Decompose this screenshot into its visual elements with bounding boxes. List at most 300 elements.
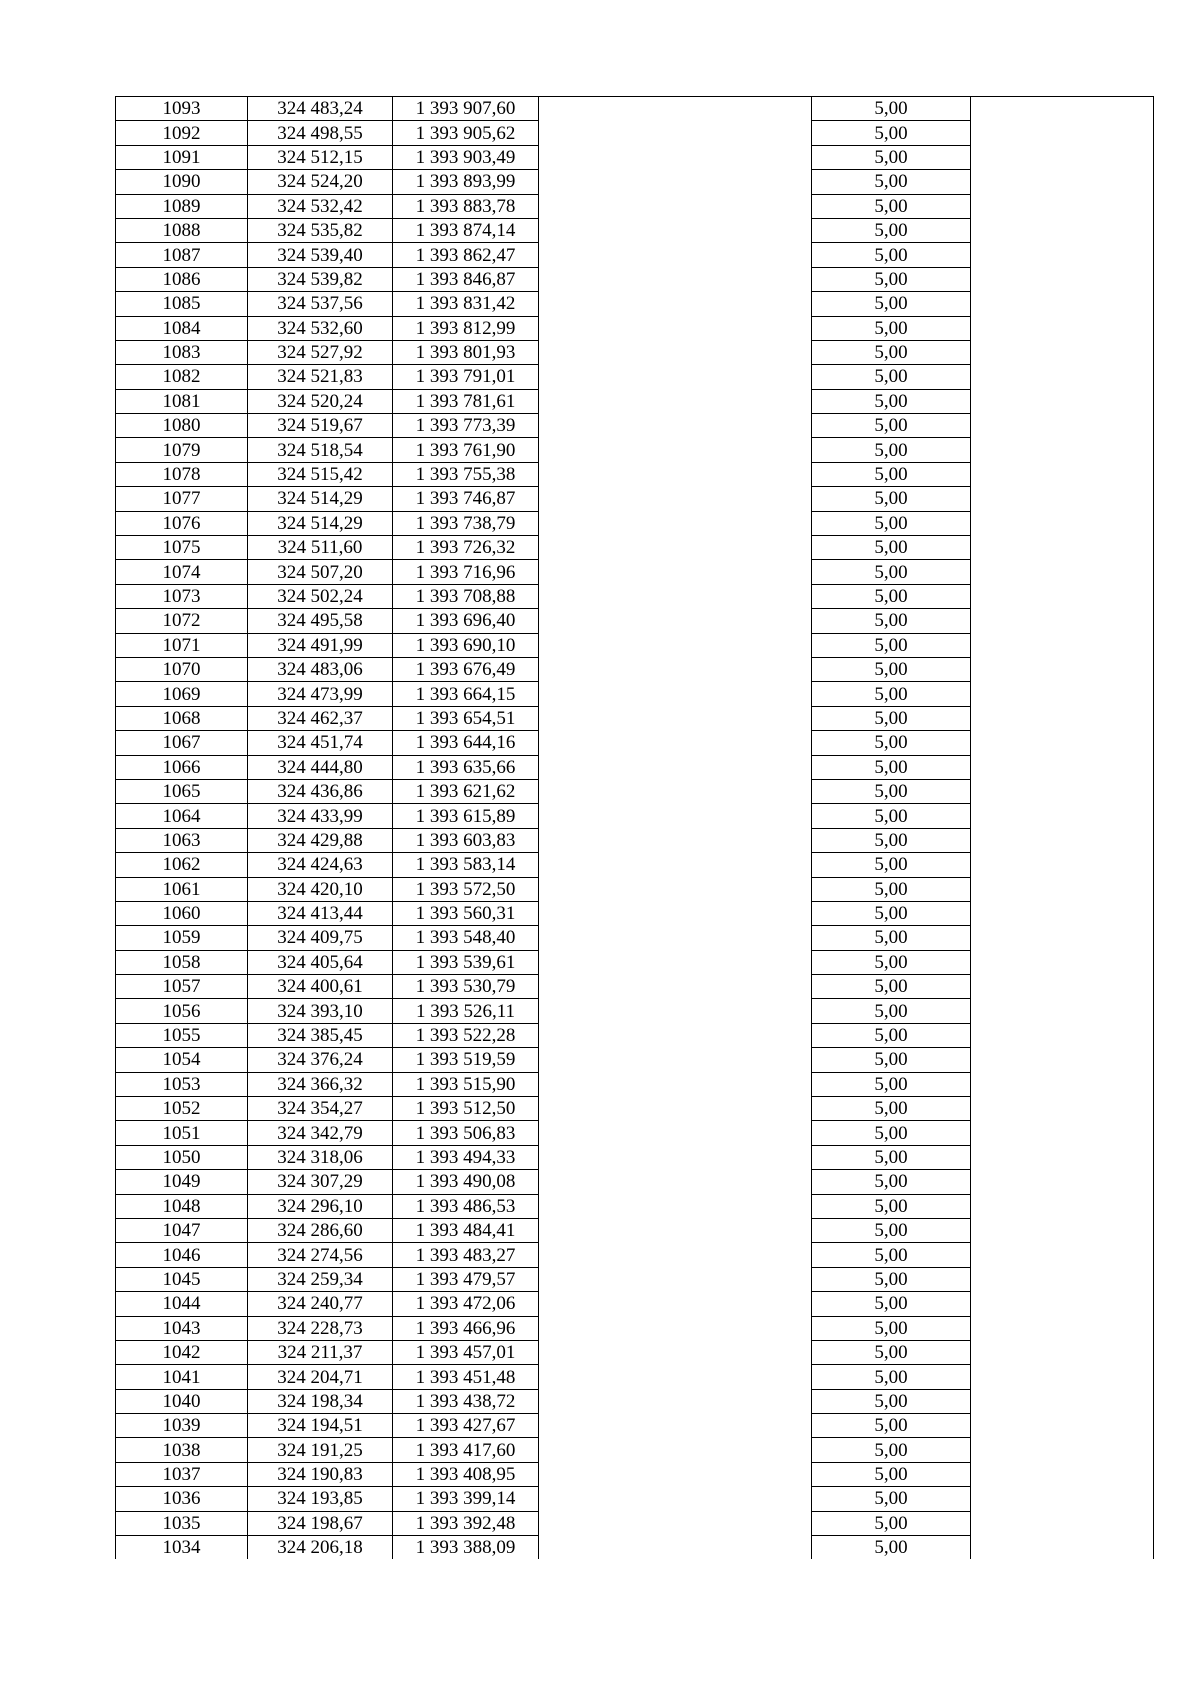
point-number-cell: 1037 [116, 1462, 248, 1486]
point-number-cell: 1036 [116, 1487, 248, 1511]
accuracy-cell: 5,00 [812, 97, 971, 121]
x-coordinate-cell: 324 521,83 [248, 365, 393, 389]
point-number-cell: 1092 [116, 121, 248, 145]
blank-cell [971, 853, 1154, 877]
blank-cell [539, 340, 812, 364]
point-number-cell: 1082 [116, 365, 248, 389]
accuracy-cell: 5,00 [812, 1511, 971, 1535]
table-row [116, 1365, 1154, 1389]
blank-cell [971, 316, 1154, 340]
point-number-cell: 1053 [116, 1072, 248, 1096]
y-coordinate-cell: 1 393 746,87 [393, 487, 539, 511]
table-row [116, 950, 1154, 974]
blank-cell [971, 1487, 1154, 1511]
accuracy-cell: 5,00 [812, 170, 971, 194]
accuracy-cell: 5,00 [812, 121, 971, 145]
blank-cell [971, 926, 1154, 950]
x-coordinate-cell: 324 296,10 [248, 1194, 393, 1218]
blank-cell [539, 609, 812, 633]
blank-cell [971, 1097, 1154, 1121]
table-row [116, 609, 1154, 633]
table-row [116, 828, 1154, 852]
y-coordinate-cell: 1 393 874,14 [393, 218, 539, 242]
blank-cell [971, 1340, 1154, 1364]
table-row [116, 1414, 1154, 1438]
accuracy-cell: 5,00 [812, 1462, 971, 1486]
y-coordinate-cell: 1 393 583,14 [393, 853, 539, 877]
blank-cell [539, 1365, 812, 1389]
blank-cell [539, 755, 812, 779]
point-number-cell: 1038 [116, 1438, 248, 1462]
point-number-cell: 1087 [116, 243, 248, 267]
blank-cell [971, 511, 1154, 535]
blank-cell [971, 292, 1154, 316]
blank-cell [971, 999, 1154, 1023]
point-number-cell: 1072 [116, 609, 248, 633]
y-coordinate-cell: 1 393 560,31 [393, 901, 539, 925]
blank-cell [971, 633, 1154, 657]
accuracy-cell: 5,00 [812, 1389, 971, 1413]
x-coordinate-cell: 324 405,64 [248, 950, 393, 974]
table-row [116, 1048, 1154, 1072]
point-number-cell: 1048 [116, 1194, 248, 1218]
blank-cell [971, 414, 1154, 438]
table-row [116, 560, 1154, 584]
x-coordinate-cell: 324 515,42 [248, 462, 393, 486]
y-coordinate-cell: 1 393 791,01 [393, 365, 539, 389]
y-coordinate-cell: 1 393 664,15 [393, 682, 539, 706]
point-number-cell: 1052 [116, 1097, 248, 1121]
y-coordinate-cell: 1 393 417,60 [393, 1438, 539, 1462]
accuracy-cell: 5,00 [812, 1048, 971, 1072]
blank-cell [539, 633, 812, 657]
point-number-cell: 1089 [116, 194, 248, 218]
y-coordinate-cell: 1 393 907,60 [393, 97, 539, 121]
point-number-cell: 1091 [116, 145, 248, 169]
table-row [116, 1023, 1154, 1047]
accuracy-cell: 5,00 [812, 1243, 971, 1267]
blank-cell [971, 584, 1154, 608]
y-coordinate-cell: 1 393 451,48 [393, 1365, 539, 1389]
accuracy-cell: 5,00 [812, 950, 971, 974]
blank-cell [971, 1511, 1154, 1535]
x-coordinate-cell: 324 385,45 [248, 1023, 393, 1047]
accuracy-cell: 5,00 [812, 657, 971, 681]
point-number-cell: 1041 [116, 1365, 248, 1389]
table-row [116, 1243, 1154, 1267]
point-number-cell: 1085 [116, 292, 248, 316]
blank-cell [539, 584, 812, 608]
accuracy-cell: 5,00 [812, 1267, 971, 1291]
x-coordinate-cell: 324 190,83 [248, 1462, 393, 1486]
point-number-cell: 1047 [116, 1218, 248, 1242]
point-number-cell: 1088 [116, 218, 248, 242]
x-coordinate-cell: 324 539,40 [248, 243, 393, 267]
table-row [116, 755, 1154, 779]
y-coordinate-cell: 1 393 408,95 [393, 1462, 539, 1486]
point-number-cell: 1056 [116, 999, 248, 1023]
table-row [116, 1536, 1154, 1560]
blank-cell [971, 218, 1154, 242]
accuracy-cell: 5,00 [812, 511, 971, 535]
blank-cell [971, 804, 1154, 828]
accuracy-cell: 5,00 [812, 1218, 971, 1242]
point-number-cell: 1046 [116, 1243, 248, 1267]
x-coordinate-cell: 324 376,24 [248, 1048, 393, 1072]
blank-cell [971, 731, 1154, 755]
table-row [116, 1511, 1154, 1535]
x-coordinate-cell: 324 433,99 [248, 804, 393, 828]
blank-cell [539, 1267, 812, 1291]
blank-cell [539, 877, 812, 901]
point-number-cell: 1071 [116, 633, 248, 657]
accuracy-cell: 5,00 [812, 487, 971, 511]
point-number-cell: 1057 [116, 975, 248, 999]
table-row [116, 1316, 1154, 1340]
x-coordinate-cell: 324 307,29 [248, 1170, 393, 1194]
blank-cell [539, 97, 812, 121]
y-coordinate-cell: 1 393 522,28 [393, 1023, 539, 1047]
y-coordinate-cell: 1 393 472,06 [393, 1292, 539, 1316]
x-coordinate-cell: 324 507,20 [248, 560, 393, 584]
accuracy-cell: 5,00 [812, 438, 971, 462]
x-coordinate-cell: 324 511,60 [248, 536, 393, 560]
table-row [116, 731, 1154, 755]
table-row [116, 243, 1154, 267]
accuracy-cell: 5,00 [812, 633, 971, 657]
point-number-cell: 1055 [116, 1023, 248, 1047]
point-number-cell: 1093 [116, 97, 248, 121]
coordinates-table-body [116, 97, 1154, 1560]
point-number-cell: 1066 [116, 755, 248, 779]
point-number-cell: 1062 [116, 853, 248, 877]
x-coordinate-cell: 324 198,34 [248, 1389, 393, 1413]
blank-cell [971, 828, 1154, 852]
x-coordinate-cell: 324 342,79 [248, 1121, 393, 1145]
accuracy-cell: 5,00 [812, 1292, 971, 1316]
point-number-cell: 1076 [116, 511, 248, 535]
blank-cell [539, 1121, 812, 1145]
x-coordinate-cell: 324 527,92 [248, 340, 393, 364]
blank-cell [971, 462, 1154, 486]
y-coordinate-cell: 1 393 512,50 [393, 1097, 539, 1121]
accuracy-cell: 5,00 [812, 218, 971, 242]
table-row [116, 999, 1154, 1023]
point-number-cell: 1060 [116, 901, 248, 925]
blank-cell [539, 706, 812, 730]
blank-cell [539, 950, 812, 974]
blank-cell [539, 487, 812, 511]
x-coordinate-cell: 324 354,27 [248, 1097, 393, 1121]
y-coordinate-cell: 1 393 761,90 [393, 438, 539, 462]
accuracy-cell: 5,00 [812, 975, 971, 999]
table-row [116, 365, 1154, 389]
blank-cell [539, 1170, 812, 1194]
table-row [116, 414, 1154, 438]
blank-cell [539, 218, 812, 242]
x-coordinate-cell: 324 259,34 [248, 1267, 393, 1291]
blank-cell [539, 779, 812, 803]
y-coordinate-cell: 1 393 708,88 [393, 584, 539, 608]
x-coordinate-cell: 324 512,15 [248, 145, 393, 169]
point-number-cell: 1069 [116, 682, 248, 706]
point-number-cell: 1073 [116, 584, 248, 608]
accuracy-cell: 5,00 [812, 389, 971, 413]
y-coordinate-cell: 1 393 388,09 [393, 1536, 539, 1560]
blank-cell [971, 1072, 1154, 1096]
table-row [116, 706, 1154, 730]
table-row [116, 1194, 1154, 1218]
blank-cell [539, 1048, 812, 1072]
x-coordinate-cell: 324 514,29 [248, 511, 393, 535]
point-number-cell: 1058 [116, 950, 248, 974]
x-coordinate-cell: 324 444,80 [248, 755, 393, 779]
blank-cell [539, 999, 812, 1023]
y-coordinate-cell: 1 393 644,16 [393, 731, 539, 755]
point-number-cell: 1090 [116, 170, 248, 194]
table-row [116, 877, 1154, 901]
y-coordinate-cell: 1 393 635,66 [393, 755, 539, 779]
blank-cell [539, 145, 812, 169]
blank-cell [539, 1145, 812, 1169]
accuracy-cell: 5,00 [812, 560, 971, 584]
blank-cell [539, 462, 812, 486]
x-coordinate-cell: 324 519,67 [248, 414, 393, 438]
x-coordinate-cell: 324 473,99 [248, 682, 393, 706]
table-row [116, 975, 1154, 999]
y-coordinate-cell: 1 393 690,10 [393, 633, 539, 657]
y-coordinate-cell: 1 393 621,62 [393, 779, 539, 803]
x-coordinate-cell: 324 539,82 [248, 267, 393, 291]
table-row [116, 1340, 1154, 1364]
accuracy-cell: 5,00 [812, 779, 971, 803]
x-coordinate-cell: 324 537,56 [248, 292, 393, 316]
x-coordinate-cell: 324 198,67 [248, 1511, 393, 1535]
accuracy-cell: 5,00 [812, 804, 971, 828]
accuracy-cell: 5,00 [812, 1414, 971, 1438]
y-coordinate-cell: 1 393 466,96 [393, 1316, 539, 1340]
blank-cell [539, 560, 812, 584]
table-row [116, 1292, 1154, 1316]
point-number-cell: 1051 [116, 1121, 248, 1145]
accuracy-cell: 5,00 [812, 706, 971, 730]
table-row [116, 853, 1154, 877]
blank-cell [971, 1243, 1154, 1267]
x-coordinate-cell: 324 424,63 [248, 853, 393, 877]
x-coordinate-cell: 324 193,85 [248, 1487, 393, 1511]
blank-cell [539, 292, 812, 316]
point-number-cell: 1054 [116, 1048, 248, 1072]
accuracy-cell: 5,00 [812, 1536, 971, 1560]
blank-cell [539, 1438, 812, 1462]
x-coordinate-cell: 324 532,60 [248, 316, 393, 340]
table-row [116, 97, 1154, 121]
blank-cell [539, 1487, 812, 1511]
x-coordinate-cell: 324 400,61 [248, 975, 393, 999]
accuracy-cell: 5,00 [812, 1438, 971, 1462]
x-coordinate-cell: 324 366,32 [248, 1072, 393, 1096]
blank-cell [971, 1292, 1154, 1316]
point-number-cell: 1067 [116, 731, 248, 755]
blank-cell [971, 121, 1154, 145]
blank-cell [971, 975, 1154, 999]
blank-cell [539, 901, 812, 925]
blank-cell [971, 1462, 1154, 1486]
blank-cell [971, 1023, 1154, 1047]
x-coordinate-cell: 324 413,44 [248, 901, 393, 925]
y-coordinate-cell: 1 393 862,47 [393, 243, 539, 267]
blank-cell [971, 779, 1154, 803]
x-coordinate-cell: 324 206,18 [248, 1536, 393, 1560]
accuracy-cell: 5,00 [812, 609, 971, 633]
point-number-cell: 1084 [116, 316, 248, 340]
blank-cell [539, 682, 812, 706]
blank-cell [539, 1316, 812, 1340]
blank-cell [971, 1267, 1154, 1291]
accuracy-cell: 5,00 [812, 243, 971, 267]
blank-cell [971, 1536, 1154, 1560]
x-coordinate-cell: 324 462,37 [248, 706, 393, 730]
x-coordinate-cell: 324 286,60 [248, 1218, 393, 1242]
accuracy-cell: 5,00 [812, 536, 971, 560]
x-coordinate-cell: 324 483,24 [248, 97, 393, 121]
blank-cell [539, 1072, 812, 1096]
blank-cell [971, 536, 1154, 560]
accuracy-cell: 5,00 [812, 1194, 971, 1218]
accuracy-cell: 5,00 [812, 877, 971, 901]
y-coordinate-cell: 1 393 726,32 [393, 536, 539, 560]
point-number-cell: 1061 [116, 877, 248, 901]
table-row [116, 462, 1154, 486]
table-row [116, 1072, 1154, 1096]
y-coordinate-cell: 1 393 903,49 [393, 145, 539, 169]
y-coordinate-cell: 1 393 506,83 [393, 1121, 539, 1145]
table-row [116, 389, 1154, 413]
blank-cell [539, 1389, 812, 1413]
blank-cell [971, 145, 1154, 169]
blank-cell [971, 1145, 1154, 1169]
point-number-cell: 1079 [116, 438, 248, 462]
table-row [116, 1438, 1154, 1462]
point-number-cell: 1077 [116, 487, 248, 511]
x-coordinate-cell: 324 491,99 [248, 633, 393, 657]
blank-cell [971, 901, 1154, 925]
blank-cell [971, 560, 1154, 584]
y-coordinate-cell: 1 393 494,33 [393, 1145, 539, 1169]
table-row [116, 121, 1154, 145]
accuracy-cell: 5,00 [812, 340, 971, 364]
table-row [116, 194, 1154, 218]
blank-cell [971, 438, 1154, 462]
point-number-cell: 1040 [116, 1389, 248, 1413]
table-row [116, 1462, 1154, 1486]
x-coordinate-cell: 324 191,25 [248, 1438, 393, 1462]
y-coordinate-cell: 1 393 738,79 [393, 511, 539, 535]
y-coordinate-cell: 1 393 483,27 [393, 1243, 539, 1267]
point-number-cell: 1039 [116, 1414, 248, 1438]
accuracy-cell: 5,00 [812, 1170, 971, 1194]
x-coordinate-cell: 324 532,42 [248, 194, 393, 218]
accuracy-cell: 5,00 [812, 682, 971, 706]
table-row [116, 1145, 1154, 1169]
blank-cell [971, 267, 1154, 291]
y-coordinate-cell: 1 393 812,99 [393, 316, 539, 340]
blank-cell [539, 170, 812, 194]
x-coordinate-cell: 324 420,10 [248, 877, 393, 901]
accuracy-cell: 5,00 [812, 853, 971, 877]
x-coordinate-cell: 324 495,58 [248, 609, 393, 633]
blank-cell [539, 1340, 812, 1364]
accuracy-cell: 5,00 [812, 292, 971, 316]
blank-cell [539, 731, 812, 755]
point-number-cell: 1063 [116, 828, 248, 852]
table-row [116, 145, 1154, 169]
blank-cell [971, 389, 1154, 413]
table-row [116, 487, 1154, 511]
y-coordinate-cell: 1 393 392,48 [393, 1511, 539, 1535]
y-coordinate-cell: 1 393 801,93 [393, 340, 539, 364]
blank-cell [539, 1023, 812, 1047]
table-row [116, 1218, 1154, 1242]
y-coordinate-cell: 1 393 526,11 [393, 999, 539, 1023]
accuracy-cell: 5,00 [812, 1365, 971, 1389]
point-number-cell: 1045 [116, 1267, 248, 1291]
x-coordinate-cell: 324 409,75 [248, 926, 393, 950]
accuracy-cell: 5,00 [812, 755, 971, 779]
point-number-cell: 1042 [116, 1340, 248, 1364]
table-row [116, 1097, 1154, 1121]
x-coordinate-cell: 324 514,29 [248, 487, 393, 511]
x-coordinate-cell: 324 204,71 [248, 1365, 393, 1389]
table-row [116, 657, 1154, 681]
accuracy-cell: 5,00 [812, 414, 971, 438]
blank-cell [539, 1414, 812, 1438]
x-coordinate-cell: 324 524,20 [248, 170, 393, 194]
table-row [116, 926, 1154, 950]
accuracy-cell: 5,00 [812, 1340, 971, 1364]
blank-cell [971, 1218, 1154, 1242]
point-number-cell: 1035 [116, 1511, 248, 1535]
x-coordinate-cell: 324 211,37 [248, 1340, 393, 1364]
y-coordinate-cell: 1 393 781,61 [393, 389, 539, 413]
blank-cell [971, 1365, 1154, 1389]
accuracy-cell: 5,00 [812, 999, 971, 1023]
table-row [116, 804, 1154, 828]
x-coordinate-cell: 324 274,56 [248, 1243, 393, 1267]
x-coordinate-cell: 324 393,10 [248, 999, 393, 1023]
blank-cell [539, 853, 812, 877]
table-row [116, 536, 1154, 560]
y-coordinate-cell: 1 393 773,39 [393, 414, 539, 438]
table-row [116, 779, 1154, 803]
blank-cell [539, 267, 812, 291]
x-coordinate-cell: 324 502,24 [248, 584, 393, 608]
blank-cell [539, 536, 812, 560]
y-coordinate-cell: 1 393 399,14 [393, 1487, 539, 1511]
table-row [116, 438, 1154, 462]
point-number-cell: 1034 [116, 1536, 248, 1560]
x-coordinate-cell: 324 228,73 [248, 1316, 393, 1340]
y-coordinate-cell: 1 393 427,67 [393, 1414, 539, 1438]
blank-cell [539, 511, 812, 535]
blank-cell [971, 1170, 1154, 1194]
y-coordinate-cell: 1 393 883,78 [393, 194, 539, 218]
y-coordinate-cell: 1 393 572,50 [393, 877, 539, 901]
coordinates-table [115, 96, 1154, 1559]
y-coordinate-cell: 1 393 893,99 [393, 170, 539, 194]
blank-cell [971, 170, 1154, 194]
blank-cell [971, 706, 1154, 730]
